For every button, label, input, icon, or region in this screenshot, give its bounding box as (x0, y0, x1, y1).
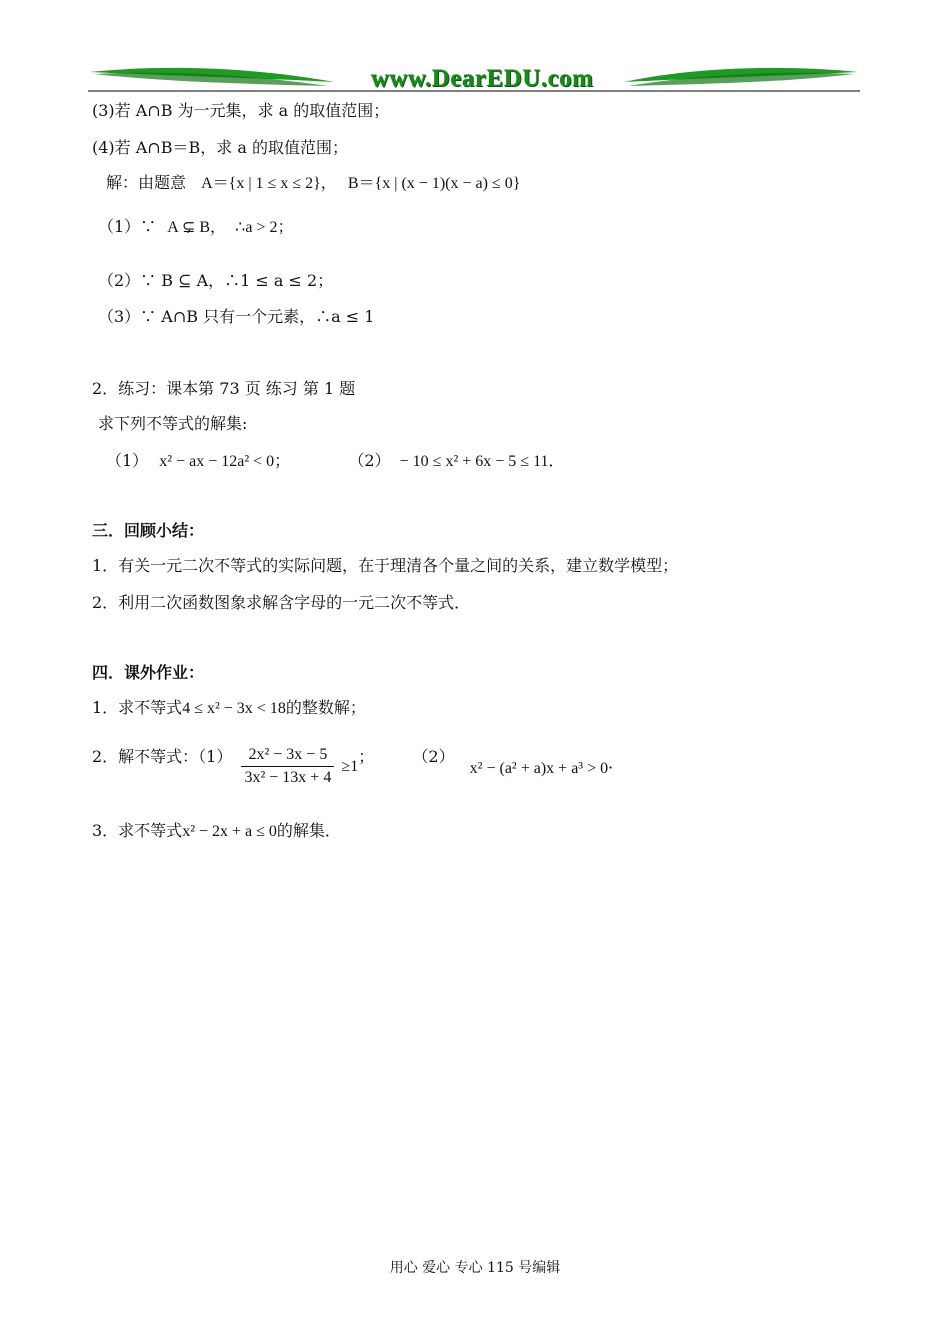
problem-2-expression: − 10 ≤ x² + 6x − 5 ≤ 11 (399, 453, 549, 470)
hw3-expression: x² − 2x + a ≤ 0 (182, 823, 277, 840)
homework-2 (92, 744, 624, 789)
solution-intro: 解：由题意 A＝{x | 1 ≤ x ≤ 2}， B＝{x | (x − 1)(x − a) ≤ 0} (106, 173, 521, 192)
site-logo[interactable]: www.DearEDU.com (370, 65, 594, 92)
practice-subtitle: 求下列不等式的解集: (98, 414, 248, 433)
homework-1 (92, 697, 366, 720)
step1-prefix: （1）∵ (98, 217, 157, 236)
hw2-expression-2: x² − (a² + a)x + a³ > 0 (469, 760, 609, 777)
hw1-expression: 4 ≤ x² − 3x < 18 (182, 700, 286, 717)
set-a-definition: A＝{x | 1 ≤ x ≤ 2} (201, 175, 321, 192)
practice-problems (106, 450, 565, 473)
solution-step-1: （1）∵ A ⊊ B， ∴a > 2； (98, 217, 294, 236)
problem-2-end: ． (548, 451, 565, 470)
hw3-suffix: 的解集． (276, 821, 341, 840)
hw2-prefix: 2．解不等式：（1） (92, 747, 233, 766)
hw2-numerator: 2x² − 3x − 5 (241, 744, 334, 767)
page-footer: 用心 爱心 专心 115 号编辑 (389, 1260, 561, 1276)
hw1-prefix: 1．求不等式 (92, 698, 183, 717)
problem-1-label: （1） (106, 451, 149, 470)
hw2-denominator: 3x² − 13x + 4 (244, 769, 332, 786)
summary-item-2: 2．利用二次函数图象求解含字母的一元二次不等式． (92, 593, 471, 612)
hw2-separator: ； (358, 747, 375, 766)
set-b-definition: B＝{x | (x − 1)(x − a) ≤ 0} (347, 175, 521, 192)
problem-2-label: （2） (348, 451, 391, 470)
problem-1-end: ； (274, 451, 291, 470)
problem-1-expression: x² − ax − 12a² < 0 (159, 453, 275, 470)
section-4-title: 四．课外作业： (92, 663, 205, 682)
hw2-label-2: （2） (412, 747, 455, 766)
hw3-prefix: 3．求不等式 (92, 821, 183, 840)
step1-subset: A ⊊ B (167, 219, 211, 236)
hw1-suffix: 的整数解； (285, 698, 366, 717)
summary-item-1: 1．有关一元二次不等式的实际问题，在于理清各个量之间的关系，建立数学模型； (92, 556, 679, 575)
practice-title: 2．练习：课本第 73 页 练习 第 1 题 (92, 379, 356, 398)
hw2-fraction (241, 744, 334, 789)
hw2-end: ． (608, 753, 625, 772)
step1-end: ； (277, 217, 294, 236)
solution-step-3: （3）∵ A∩B 只有一个元素，∴a ≤ 1 (98, 307, 375, 326)
question-4: (4)若 A∩B＝B，求 a 的取值范围； (92, 138, 348, 157)
hw2-relation: ≥1 (341, 758, 359, 775)
question-3: (3)若 A∩B 为一元集，求 a 的取值范围； (92, 101, 390, 120)
homework-3 (92, 820, 341, 843)
solution-label: 解：由题意 (106, 173, 187, 192)
page-header (88, 62, 860, 98)
section-3-title: 三．回顾小结： (92, 521, 205, 540)
solution-step-2: （2）∵ B ⊆ A，∴1 ≤ a ≤ 2； (98, 271, 334, 290)
step1-result: ∴a > 2 (235, 219, 278, 236)
